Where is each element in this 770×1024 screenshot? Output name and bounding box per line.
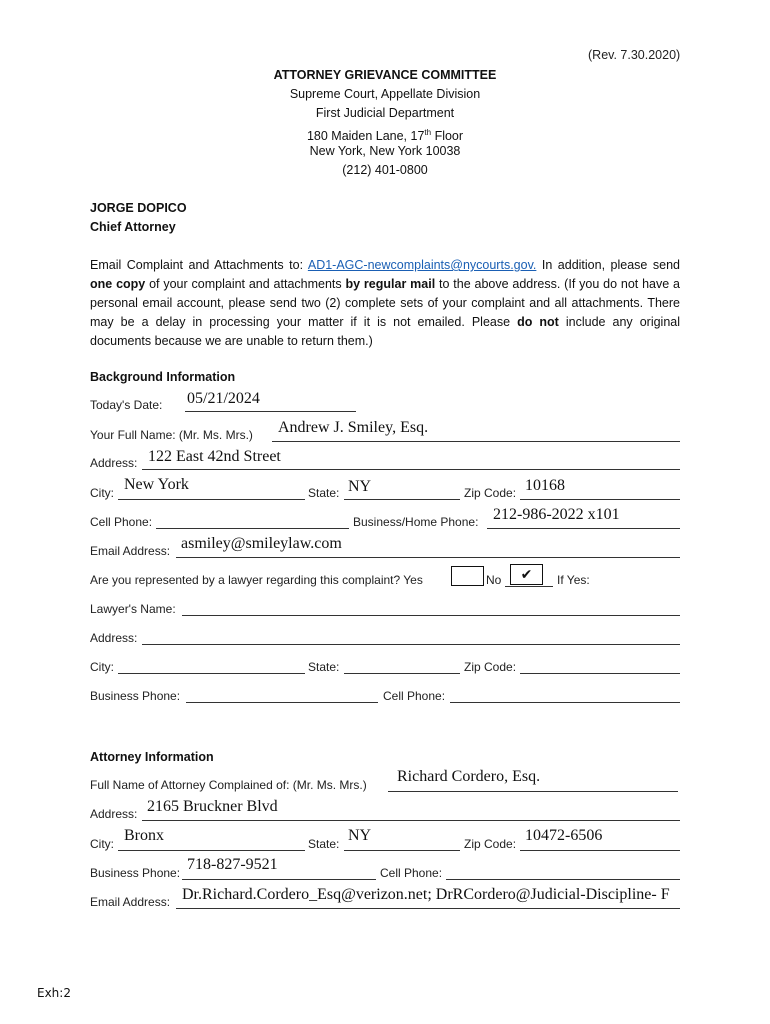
business-phone-label: Business/Home Phone:	[353, 515, 479, 529]
email-field[interactable]	[176, 557, 680, 558]
lawyer-cell-phone-label: Cell Phone:	[383, 689, 446, 703]
attorney-zip-value: 10472-6506	[525, 827, 603, 844]
lawyer-cell-phone-field[interactable]	[450, 702, 680, 703]
attorney-name-value: Richard Cordero, Esq.	[397, 768, 541, 785]
lawyer-business-phone-label: Business Phone:	[90, 689, 181, 703]
attorney-business-phone-label: Business Phone:	[90, 866, 181, 880]
full-name-value: Andrew J. Smiley, Esq.	[278, 419, 429, 436]
address-value: 122 East 42nd Street	[148, 448, 281, 465]
attorney-name-field[interactable]	[388, 791, 678, 792]
lawyer-city-label: City:	[90, 660, 114, 674]
attorney-address-label: Address:	[90, 807, 138, 821]
committee-title: ATTORNEY GRIEVANCE COMMITTEE	[273, 68, 497, 82]
lawyer-address-field[interactable]	[142, 644, 680, 645]
business-phone-field[interactable]	[487, 528, 680, 529]
attorney-city-value: Bronx	[124, 827, 164, 844]
lawyer-zip-label: Zip Code:	[464, 660, 517, 674]
business-phone-value: 212-986-2022 x101	[493, 506, 620, 523]
email-label: Email Address:	[90, 544, 171, 558]
cell-phone-field[interactable]	[156, 528, 349, 529]
cell-phone-label: Cell Phone:	[90, 515, 153, 529]
check-mark-icon: ✔	[520, 566, 533, 582]
chief-title: Chief Attorney	[90, 220, 176, 234]
lawyer-name-label: Lawyer's Name:	[90, 602, 176, 616]
todays-date-label: Today's Date:	[90, 398, 163, 412]
zip-value: 10168	[525, 477, 565, 494]
email-value: asmiley@smileylaw.com	[181, 535, 342, 552]
chief-name: JORGE DOPICO	[90, 201, 187, 215]
attorney-email-field[interactable]	[176, 908, 680, 909]
attorney-cell-phone-field[interactable]	[446, 879, 680, 880]
attorney-heading: Attorney Information	[90, 750, 214, 764]
attorney-state-field[interactable]	[344, 850, 460, 851]
attorney-address-value: 2165 Bruckner Blvd	[147, 798, 278, 815]
todays-date-value: 05/21/2024	[187, 390, 260, 407]
lawyer-state-label: State:	[308, 660, 340, 674]
lawyer-zip-field[interactable]	[520, 673, 680, 674]
full-name-label: Your Full Name: (Mr. Ms. Mrs.)	[90, 428, 253, 442]
attorney-name-label: Full Name of Attorney Complained of: (Mr. Ms. Mrs.)	[90, 778, 367, 792]
attorney-business-phone-value: 718-827-9521	[187, 856, 278, 873]
lawyer-business-phone-field[interactable]	[186, 702, 378, 703]
attorney-state-value: NY	[348, 827, 372, 844]
complaint-email-link[interactable]: AD1-AGC-newcomplaints@nycourts.gov.	[307, 258, 537, 272]
lawyer-state-field[interactable]	[344, 673, 460, 674]
represented-question: Are you represented by a lawyer regarding this complaint? Yes	[90, 573, 423, 587]
represented-no-label: No	[486, 573, 502, 587]
instructions-paragraph: Email Complaint and Attachments to: AD1-AGC-newcomplaints@nycourts.gov. In addition, please send one copy of your complaint and attachments by regular mail to the above address. (If you do not have a personal email account, please send two (2) complete sets of your complaint and all attachments. There may be a delay in processing your matter if it is not emailed. Please do not include any original documents because we are unable to return them.)	[90, 258, 681, 348]
if-yes-label: If Yes:	[557, 573, 590, 587]
city-value: New York	[124, 476, 189, 493]
state-field[interactable]	[344, 499, 460, 500]
lawyer-name-field[interactable]	[182, 615, 680, 616]
background-heading: Background Information	[90, 370, 236, 384]
lawyer-address-label: Address:	[90, 631, 138, 645]
attorney-cell-phone-label: Cell Phone:	[380, 866, 443, 880]
represented-no-checkbox[interactable]	[510, 564, 543, 585]
attorney-address-field[interactable]	[142, 820, 680, 821]
attorney-state-label: State:	[308, 837, 340, 851]
state-value: NY	[348, 478, 372, 495]
todays-date-field[interactable]	[185, 411, 356, 412]
committee-address-line2: New York, New York 10038	[309, 144, 461, 158]
attorney-business-phone-field[interactable]	[182, 879, 376, 880]
zip-label: Zip Code:	[464, 486, 517, 500]
zip-field[interactable]	[520, 499, 680, 500]
department-name: First Judicial Department	[315, 106, 455, 120]
attorney-zip-label: Zip Code:	[464, 837, 517, 851]
attorney-zip-field[interactable]	[520, 850, 680, 851]
represented-yes-checkbox[interactable]	[451, 566, 484, 586]
attorney-email-value: Dr.Richard.Cordero_Esq@verizon.net; DrRCordero@Judicial-Discipline- F	[182, 886, 670, 903]
revision-label: (Rev. 7.30.2020)	[588, 48, 681, 62]
committee-address-line1: 180 Maiden Lane, 17th Floor	[306, 128, 464, 144]
attorney-email-label: Email Address:	[90, 895, 171, 909]
city-label: City:	[90, 486, 114, 500]
address-label: Address:	[90, 456, 138, 470]
lawyer-city-field[interactable]	[118, 673, 305, 674]
attorney-city-field[interactable]	[118, 850, 305, 851]
city-field[interactable]	[118, 499, 305, 500]
state-label: State:	[308, 486, 340, 500]
court-name: Supreme Court, Appellate Division	[289, 87, 481, 101]
address-field[interactable]	[142, 469, 680, 470]
attorney-city-label: City:	[90, 837, 114, 851]
full-name-field[interactable]	[272, 441, 680, 442]
exhibit-label: Exh:2	[37, 986, 71, 1000]
represented-no-line	[505, 586, 553, 587]
committee-phone: (212) 401-0800	[342, 163, 428, 177]
